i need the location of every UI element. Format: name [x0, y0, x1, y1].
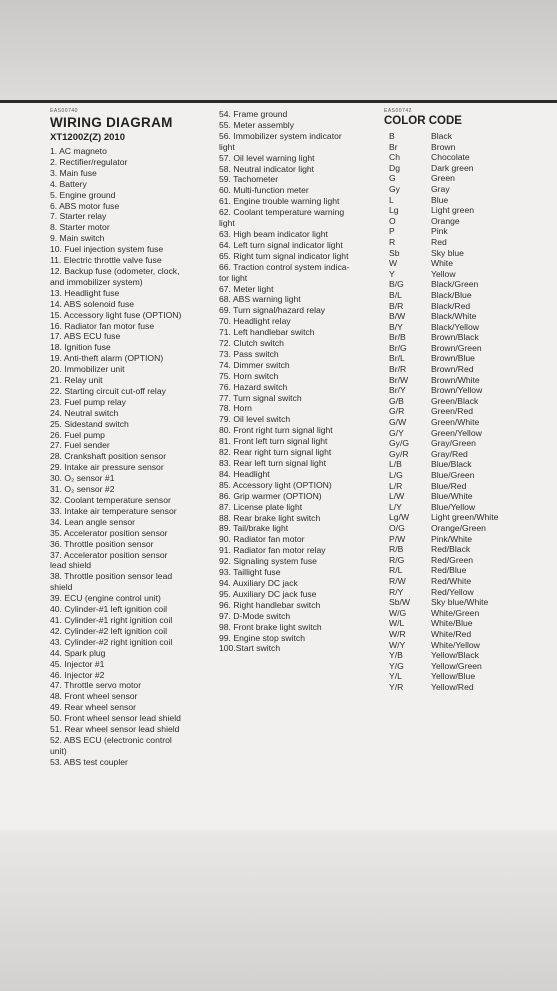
color-code-name: Black/Green: [431, 279, 479, 290]
color-code-abbrev: L/G: [389, 470, 403, 480]
color-code-abbrev: B: [389, 131, 395, 141]
component-item: 32. Coolant temperature sensor: [50, 495, 171, 505]
color-code-name: Brown/Yellow: [431, 385, 483, 396]
color-code-row: [384, 650, 554, 661]
color-code-name: Pink/White: [431, 533, 473, 544]
component-item: 73. Pass switch: [219, 348, 279, 359]
color-code-row: [384, 565, 554, 576]
color-code-row: [384, 587, 554, 598]
color-code-row: [384, 438, 554, 449]
component-item: 66. Traction control system indica-: [219, 261, 350, 272]
page-top-edge: [0, 0, 557, 100]
color-code-name: Green/White: [431, 417, 480, 428]
color-code-name: Sky blue/White: [431, 597, 489, 608]
component-item: 100.Start switch: [219, 643, 281, 654]
color-code-name: Yellow/Blue: [431, 671, 476, 682]
color-code-abbrev: L/R: [389, 480, 403, 491]
color-code-name: Black/Yellow: [431, 321, 479, 332]
color-code-name: Yellow/Red: [431, 681, 474, 692]
color-code-abbrev: W: [389, 258, 398, 269]
component-item: 84. Headlight: [219, 468, 270, 479]
color-code-abbrev: Br: [389, 141, 398, 152]
color-code-abbrev: Y/L: [389, 671, 402, 682]
color-code-abbrev: Sb/W: [389, 597, 411, 608]
color-code-abbrev: O: [389, 215, 396, 226]
color-code-row: [384, 608, 554, 619]
color-code-name: Blue/Black: [431, 459, 472, 470]
component-item: 3. Main fuse: [50, 167, 97, 178]
color-code-row: [384, 428, 554, 439]
color-code-name: White: [431, 258, 453, 269]
color-code-row: [384, 195, 554, 206]
component-item: tor light: [219, 272, 248, 283]
color-code-abbrev: P: [389, 226, 395, 237]
component-item: 49. Rear wheel sensor: [50, 702, 136, 713]
component-item: shield: [50, 582, 73, 593]
color-code-row: [384, 269, 554, 280]
component-item: 29. Intake air pressure sensor: [50, 462, 164, 473]
component-item: 98. Front brake light switch: [219, 621, 322, 632]
component-item: 25. Sidestand switch: [50, 418, 129, 429]
color-code-name: White/Green: [431, 607, 480, 618]
component-item: 91. Radiator fan motor relay: [219, 545, 326, 556]
component-item: 57. Oil level warning light: [219, 152, 315, 163]
component-item: lead shield: [50, 560, 92, 571]
component-item: 63. High beam indicator light: [219, 228, 328, 239]
color-code-name: Black/Red: [431, 300, 471, 311]
component-item: 95. Auxiliary DC jack fuse: [219, 588, 317, 599]
component-item: 11. Electric throttle valve fuse: [50, 255, 162, 266]
component-item: 64. Left turn signal indicator light: [219, 239, 343, 250]
color-code-abbrev: Br/L: [389, 353, 405, 364]
component-item: 22. Starting circuit cut-off relay: [50, 385, 166, 396]
color-code-row: [384, 396, 554, 407]
component-item: 7. Starter relay: [50, 211, 107, 222]
color-code-abbrev: Y: [389, 268, 395, 279]
component-item: 2. Rectifier/regulator: [50, 156, 128, 167]
color-code-abbrev: Y/R: [389, 681, 404, 692]
color-code-row: [384, 491, 554, 502]
color-code-name: Orange/Green: [431, 522, 486, 533]
color-code-name: Blue/Red: [431, 480, 467, 491]
component-item: 81. Front left turn signal light: [219, 436, 328, 447]
component-item: 39. ECU (engine control unit): [50, 593, 161, 604]
color-code-row: [384, 502, 554, 513]
color-code-abbrev: P/W: [389, 533, 406, 544]
color-code-name: Red/Blue: [431, 565, 467, 576]
color-code-row: [384, 629, 554, 640]
color-code-abbrev: B/G: [389, 279, 404, 290]
component-item: 36. Throttle position sensor: [50, 538, 154, 549]
component-item: 23. Fuel pump relay: [50, 396, 126, 407]
color-code-name: Blue: [431, 194, 449, 205]
page-bottom-area: [0, 830, 557, 991]
wiring-diagram-column-1: [50, 108, 220, 768]
component-item: 50. Front wheel sensor lead shield: [50, 713, 181, 724]
component-item: 85. Accessory light (OPTION): [219, 479, 332, 490]
component-item: 72. Clutch switch: [219, 338, 284, 349]
component-item: 53. ABS test coupler: [50, 756, 128, 767]
component-item: 37. Accelerator position sensor: [50, 549, 168, 560]
color-code-abbrev: R: [389, 236, 396, 247]
color-code-row: [384, 332, 554, 343]
color-code-name: Light green/White: [431, 512, 499, 523]
component-item: 76. Hazard switch: [219, 381, 288, 392]
component-item: 47. Throttle servo motor: [50, 680, 142, 691]
color-code-row: [384, 311, 554, 322]
component-item: light: [219, 141, 235, 152]
color-code-name: Brown/Blue: [431, 353, 475, 364]
component-item: 24. Neutral switch: [50, 407, 119, 418]
color-code-abbrev: Sb: [389, 247, 400, 258]
color-code-name: Light green: [431, 205, 475, 216]
component-item: 79. Oil level switch: [219, 414, 291, 425]
color-code-abbrev: W/R: [389, 628, 406, 639]
color-code-row: [384, 682, 554, 693]
color-code-row: [384, 184, 554, 195]
component-item: 43. Cylinder-#2 right ignition coil: [50, 636, 173, 647]
component-item: 38. Throttle position sensor lead: [50, 571, 173, 582]
color-code-name: Red/Yellow: [431, 586, 474, 597]
component-item: 20. Immobilizer unit: [50, 364, 125, 375]
color-code-row: [384, 385, 554, 396]
color-code-name: Brown/Black: [431, 332, 479, 343]
color-code-name: Green/Black: [431, 395, 479, 406]
color-code-row: [384, 216, 554, 227]
color-code-row: [384, 173, 554, 184]
component-item: 31. O₂ sensor #2: [50, 484, 115, 495]
color-code-abbrev: Br/W: [389, 374, 409, 385]
color-code-name: Black/White: [431, 311, 477, 322]
color-code-row: [384, 301, 554, 312]
color-code-abbrev: B/W: [389, 311, 406, 322]
color-code-tag: EAS00742: [384, 108, 412, 114]
component-item: 65. Right turn signal indicator light: [219, 250, 349, 261]
header-rule: [0, 100, 557, 103]
component-item: 1. AC magneto: [50, 146, 107, 156]
color-code-name: Blue/Yellow: [431, 501, 476, 512]
color-code-row: [384, 131, 554, 142]
component-item: 14. ABS solenoid fuse: [50, 298, 135, 309]
color-code-name: Brown/Green: [431, 342, 482, 353]
color-code-name: Red/Green: [431, 554, 474, 565]
component-item: 13. Headlight fuse: [50, 287, 120, 298]
color-code-row: [384, 661, 554, 672]
component-item: 99. Engine stop switch: [219, 632, 305, 643]
component-list-1: [50, 146, 220, 768]
color-code-name: Blue/White: [431, 491, 473, 502]
color-code-row: [384, 470, 554, 481]
color-code-row: [384, 406, 554, 417]
component-item: 55. Meter assembly: [219, 119, 294, 130]
color-code-name: Black: [431, 131, 453, 141]
color-code-name: Green/Red: [431, 406, 474, 417]
component-item: and immobilizer system): [50, 276, 143, 287]
color-code-row: [384, 576, 554, 587]
component-item: 10. Fuel injection system fuse: [50, 244, 164, 255]
color-code-abbrev: L/B: [389, 459, 402, 470]
color-code-name: Gray: [431, 183, 450, 194]
component-item: 92. Signaling system fuse: [219, 556, 317, 567]
color-code-abbrev: R/L: [389, 565, 403, 576]
color-code-abbrev: G/R: [389, 406, 405, 417]
component-item: 94. Auxiliary DC jack: [219, 577, 298, 588]
component-item: 83. Rear left turn signal light: [219, 458, 327, 468]
component-item: 71. Left handlebar switch: [219, 327, 315, 338]
component-item: 75. Horn switch: [219, 370, 279, 381]
color-code-abbrev: Br/B: [389, 332, 406, 343]
color-code-abbrev: W/G: [389, 607, 407, 618]
color-code-abbrev: Gy/G: [389, 438, 410, 449]
color-code-abbrev: L: [389, 194, 394, 205]
color-code-abbrev: R/W: [389, 575, 406, 586]
component-item: 61. Engine trouble warning light: [219, 196, 340, 207]
color-code-row: [384, 258, 554, 269]
color-code-name: Sky blue: [431, 247, 464, 258]
component-item: 41. Cylinder-#1 right ignition coil: [50, 614, 173, 625]
color-code-row: [384, 618, 554, 629]
color-code-name: Chocolate: [431, 152, 470, 163]
color-code-abbrev: G/Y: [389, 427, 404, 438]
color-code-abbrev: G: [389, 173, 396, 184]
color-code-row: [384, 279, 554, 290]
component-item: 82. Rear right turn signal light: [219, 447, 332, 458]
component-item: 80. Front right turn signal light: [219, 425, 333, 436]
component-item: 46. Injector #2: [50, 669, 105, 680]
component-list-2: [219, 109, 369, 654]
color-code-row: [384, 290, 554, 301]
color-code-abbrev: Lg: [389, 205, 399, 216]
page-title: WIRING DIAGRAM: [50, 115, 173, 130]
wiring-diagram-column-2: [219, 109, 369, 654]
component-item: 18. Ignition fuse: [50, 342, 111, 353]
component-item: 26. Fuel pump: [50, 429, 105, 440]
component-item: 56. Immobilizer system indicator: [219, 130, 342, 141]
component-item: 90. Radiator fan motor: [219, 534, 305, 545]
component-item: 59. Tachometer: [219, 174, 279, 185]
component-item: 5. Engine ground: [50, 189, 116, 200]
color-code-name: Red/Black: [431, 544, 471, 555]
component-item: 21. Relay unit: [50, 375, 103, 386]
component-item: 42. Cylinder-#2 left ignition coil: [50, 625, 168, 636]
color-code-table: [384, 131, 554, 692]
component-item: 28. Crankshaft position sensor: [50, 451, 167, 462]
color-code-abbrev: Gy/R: [389, 448, 409, 459]
component-item: 15. Accessory light fuse (OPTION): [50, 309, 182, 320]
component-item: 33. Intake air temperature sensor: [50, 505, 177, 516]
component-item: 52. ABS ECU (electronic control: [50, 734, 172, 745]
color-code-abbrev: Gy: [389, 183, 400, 194]
color-code-name: Green: [431, 173, 455, 184]
color-code-abbrev: B/R: [389, 300, 404, 311]
color-code-name: Red/White: [431, 575, 472, 586]
component-item: 89. Tail/brake light: [219, 523, 289, 534]
color-code-row: [384, 343, 554, 354]
component-item: 86. Grip warmer (OPTION): [219, 490, 322, 501]
component-item: 70. Headlight relay: [219, 316, 291, 327]
color-code-row: [384, 417, 554, 428]
color-code-name: Pink: [431, 226, 448, 237]
color-code-abbrev: B/L: [389, 289, 402, 300]
component-item: light: [219, 218, 235, 229]
color-code-name: Brown/Red: [431, 364, 474, 375]
color-code-row: [384, 534, 554, 545]
component-item: 88. Rear brake light switch: [219, 512, 321, 523]
color-code-row: [384, 544, 554, 555]
component-item: 45. Injector #1: [50, 658, 105, 669]
color-code-abbrev: Ch: [389, 152, 400, 163]
component-item: 19. Anti-theft alarm (OPTION): [50, 353, 164, 364]
color-code-name: Gray/Green: [431, 438, 476, 449]
color-code-name: Brown: [431, 141, 456, 152]
color-code-row: [384, 597, 554, 608]
component-item: 51. Rear wheel sensor lead shield: [50, 724, 180, 735]
component-item: 12. Backup fuse (odometer, clock,: [50, 265, 180, 276]
color-code-row: [384, 512, 554, 523]
color-code-row: [384, 640, 554, 651]
color-code-title: COLOR CODE: [384, 115, 462, 127]
color-code-abbrev: W/L: [389, 618, 405, 629]
color-code-row: [384, 671, 554, 682]
color-code-abbrev: Lg/W: [389, 512, 410, 523]
component-item: 40. Cylinder-#1 left ignition coil: [50, 604, 168, 615]
color-code-name: Red: [431, 236, 447, 247]
color-code-name: Black/Blue: [431, 289, 472, 300]
component-item: 17. ABS ECU fuse: [50, 331, 121, 342]
color-code-name: Dark green: [431, 162, 474, 173]
color-code-name: Brown/White: [431, 374, 480, 385]
component-item: 4. Battery: [50, 178, 87, 189]
component-item: 78. Horn: [219, 403, 252, 414]
color-code-name: Gray/Red: [431, 448, 468, 459]
color-code-abbrev: Br/R: [389, 364, 407, 375]
color-code-row: [384, 364, 554, 375]
component-item: 6. ABS motor fuse: [50, 200, 120, 211]
color-code-row: [384, 226, 554, 237]
color-code-row: [384, 248, 554, 259]
component-item: 48. Front wheel sensor: [50, 691, 138, 702]
color-code-abbrev: Br/G: [389, 342, 407, 353]
color-code-row: [384, 205, 554, 216]
color-code-abbrev: Y/G: [389, 660, 404, 671]
color-code-name: White/Red: [431, 628, 472, 639]
color-code-row: [384, 449, 554, 460]
color-code-name: Yellow/Green: [431, 660, 482, 671]
component-item: 93. Taillight fuse: [219, 567, 281, 578]
component-item: 54. Frame ground: [219, 109, 288, 119]
color-code-name: Yellow/Black: [431, 650, 479, 661]
color-code-abbrev: O/G: [389, 522, 405, 533]
color-code-abbrev: R/G: [389, 554, 405, 565]
component-item: unit): [50, 745, 67, 756]
color-code-row: [384, 555, 554, 566]
component-item: 58. Neutral indicator light: [219, 163, 315, 174]
color-code-column: [384, 108, 554, 692]
component-item: 69. Turn signal/hazard relay: [219, 305, 326, 316]
color-code-name: Blue/Green: [431, 470, 475, 480]
component-item: 74. Dimmer switch: [219, 359, 290, 370]
color-code-name: White/Blue: [431, 618, 473, 629]
color-code-name: Yellow: [431, 268, 456, 279]
component-item: 30. O₂ sensor #1: [50, 473, 115, 484]
component-item: 60. Multi-function meter: [219, 185, 309, 196]
color-code-row: [384, 459, 554, 470]
component-item: 68. ABS warning light: [219, 294, 301, 305]
color-code-row: [384, 353, 554, 364]
color-code-name: Green/Yellow: [431, 427, 482, 438]
color-code-abbrev: R/Y: [389, 586, 404, 597]
color-code-row: [384, 142, 554, 153]
color-code-row: [384, 523, 554, 534]
color-code-row: [384, 163, 554, 174]
color-code-row: [384, 481, 554, 492]
color-code-abbrev: Dg: [389, 162, 400, 173]
color-code-row: [384, 375, 554, 386]
component-item: 16. Radiator fan motor fuse: [50, 320, 155, 331]
model-label: XT1200Z(Z) 2010: [50, 132, 125, 143]
color-code-abbrev: Br/Y: [389, 385, 406, 396]
color-code-abbrev: Y/B: [389, 650, 403, 661]
component-item: 67. Meter light: [219, 283, 274, 294]
component-item: 87. License plate light: [219, 501, 303, 512]
color-code-abbrev: L/Y: [389, 501, 402, 512]
color-code-row: [384, 237, 554, 248]
component-item: 44. Spark plug: [50, 647, 106, 658]
section-tag: EAS00740: [50, 108, 78, 114]
color-code-row: [384, 322, 554, 333]
color-code-name: Orange: [431, 215, 460, 226]
component-item: 97. D-Mode switch: [219, 610, 291, 621]
component-item: 96. Right handlebar switch: [219, 599, 321, 610]
color-code-name: White/Yellow: [431, 639, 480, 650]
color-code-abbrev: R/B: [389, 544, 404, 555]
component-item: 27. Fuel sender: [50, 440, 110, 451]
color-code-abbrev: B/Y: [389, 321, 403, 332]
component-item: 8. Starter motor: [50, 222, 110, 233]
component-item: 77. Turn signal switch: [219, 392, 302, 403]
component-item: 9. Main switch: [50, 233, 105, 244]
component-item: 62. Coolant temperature warning: [219, 207, 345, 218]
color-code-abbrev: W/Y: [389, 639, 406, 650]
color-code-abbrev: G/W: [389, 417, 407, 428]
component-item: 35. Accelerator position sensor: [50, 527, 168, 538]
color-code-abbrev: L/W: [389, 491, 405, 502]
color-code-row: [384, 152, 554, 163]
color-code-abbrev: G/B: [389, 395, 404, 406]
component-item: 34. Lean angle sensor: [50, 516, 136, 527]
